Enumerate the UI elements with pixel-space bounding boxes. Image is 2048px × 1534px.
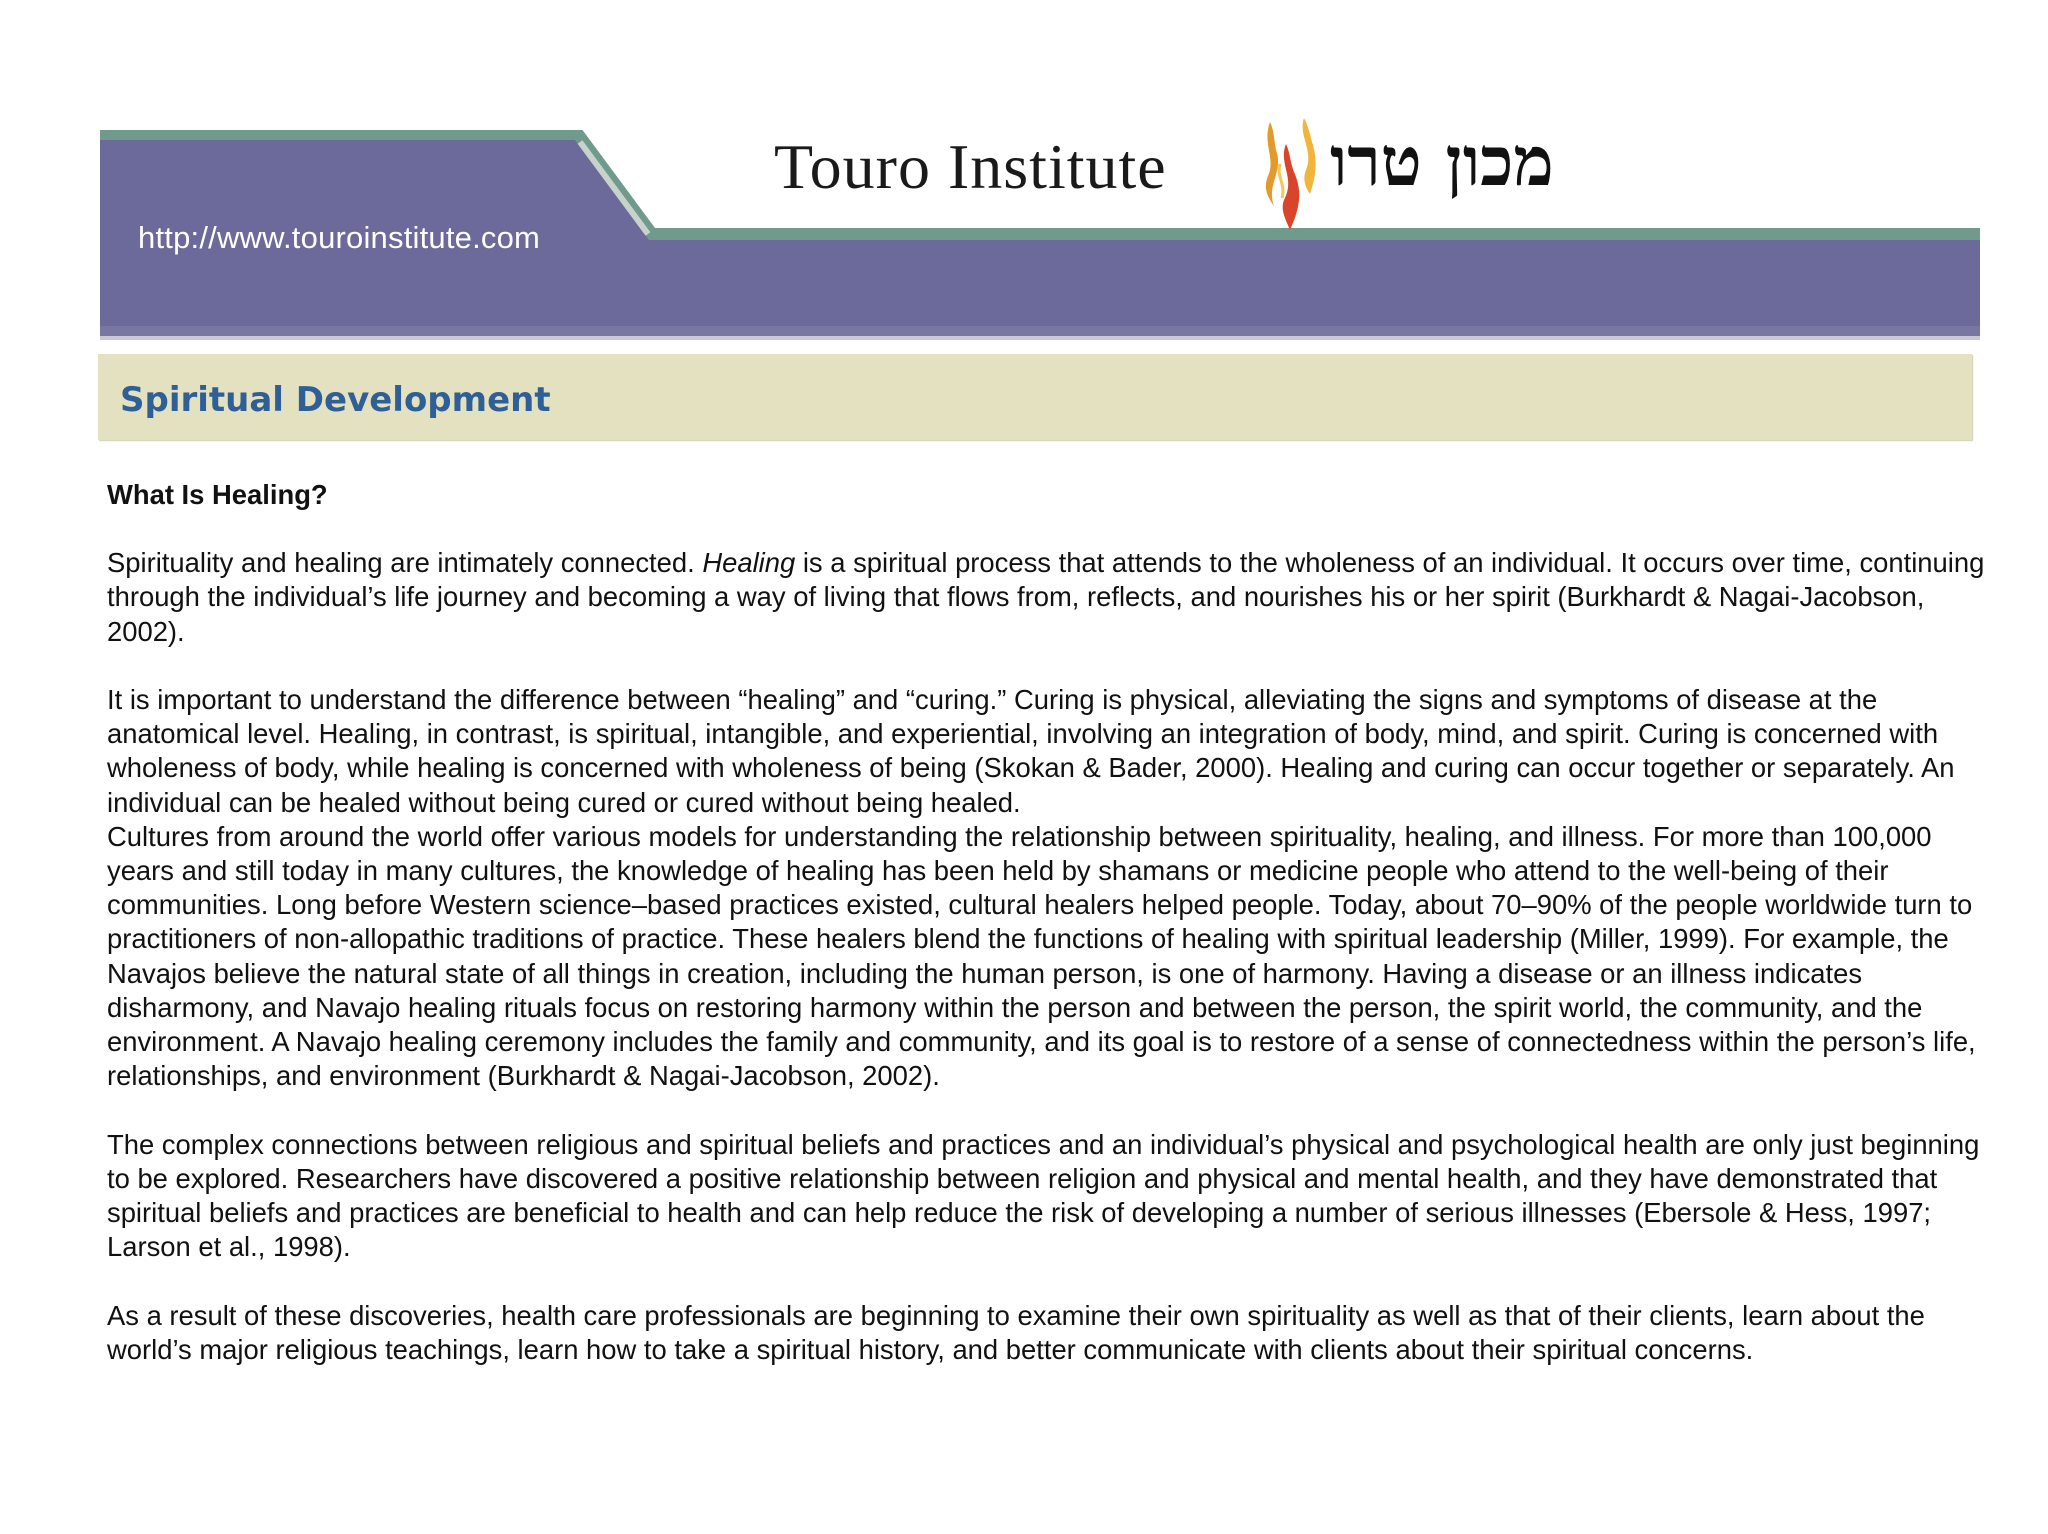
header-banner	[100, 122, 1980, 340]
paragraph-1-end: is a spiritual process that attends to the wholeness of an individual. It occurs over time, continuing through the individual’s life journey and becoming a way of living that flows from, reflects, and nourishes his or her spirit (Burkhardt & Nagai-Jacobson, 2002).	[107, 547, 1985, 647]
article-heading: What Is Healing?	[107, 479, 328, 510]
paragraph-2: It is important to understand the difference between “healing” and “curing.” Curing is physical, alleviating the signs and symptoms of disease at the anatomical level. Healing, in contrast, is spiritual, intangible, and experiential, involving an integration of body, mind, and spirit. Curing is concerned with wholeness of body, while healing is concerned with wholeness of being (Skokan & Bader, 2000). Healing and curing can occur together or separately. An individual can be healed without being cured or cured without being healed.	[107, 684, 1955, 818]
paragraph-1-start: Spirituality and healing are intimately connected.	[107, 547, 703, 579]
paragraph-4: The complex connections between religious and spiritual beliefs and practices and an individual’s physical and psychological health are only just beginning to be explored. Researchers have discovered a positive relationship between religion and physical and mental health, and they have demonstrated that spiritual beliefs and practices are beneficial to health and can help reduce the risk of developing a number of serious illnesses (Ebersole & Hess, 1997; Larson et al., 1998).	[107, 1128, 1980, 1263]
brand-name: Touro Institute	[774, 131, 1167, 202]
site-url[interactable]: http://www.touroinstitute.com	[138, 220, 541, 255]
section-header	[98, 354, 1972, 440]
section-title: Spiritual Development	[120, 380, 551, 420]
hebrew-brand-name: מכון טרו	[1330, 122, 1554, 202]
flame-logo-icon	[1256, 114, 1320, 232]
article-body	[107, 478, 1987, 1367]
paragraph-5: As a result of these discoveries, health care professionals are beginning to examine their own spirituality as well as that of their clients, learn about the world’s major religious teachings, learn how to take a spiritual history, and better communicate with clients about their spiritual concerns.	[107, 1299, 1925, 1365]
emphasis-healing: Healing	[702, 547, 796, 579]
paragraph-1	[107, 546, 1987, 649]
paragraph-3: Cultures from around the world offer various models for understanding the relationship between spirituality, healing, and illness. For more than 100,000 years and still today in many cultures, the knowledge of healing has been held by shamans or medicine people who attend to the well-being of their communities. Long before Western science–based practices existed, cultural healers helped people. Today, about 70–90% of the people worldwide turn to practitioners of non-allopathic traditions of practice. These healers blend the functions of healing with spiritual leadership (Miller, 1999). For example, the Navajos believe the natural state of all things in creation, including the human person, is one of harmony. Having a disease or an illness indicates disharmony, and Navajo healing rituals focus on restoring harmony within the person and between the person, the spirit world, the community, and the environment. A Navajo healing ceremony includes the family and community, and its goal is to restore of a sense of connectedness within the person’s life, relationships, and environment (Burkhardt & Nagai-Jacobson, 2002).	[107, 820, 1976, 1092]
